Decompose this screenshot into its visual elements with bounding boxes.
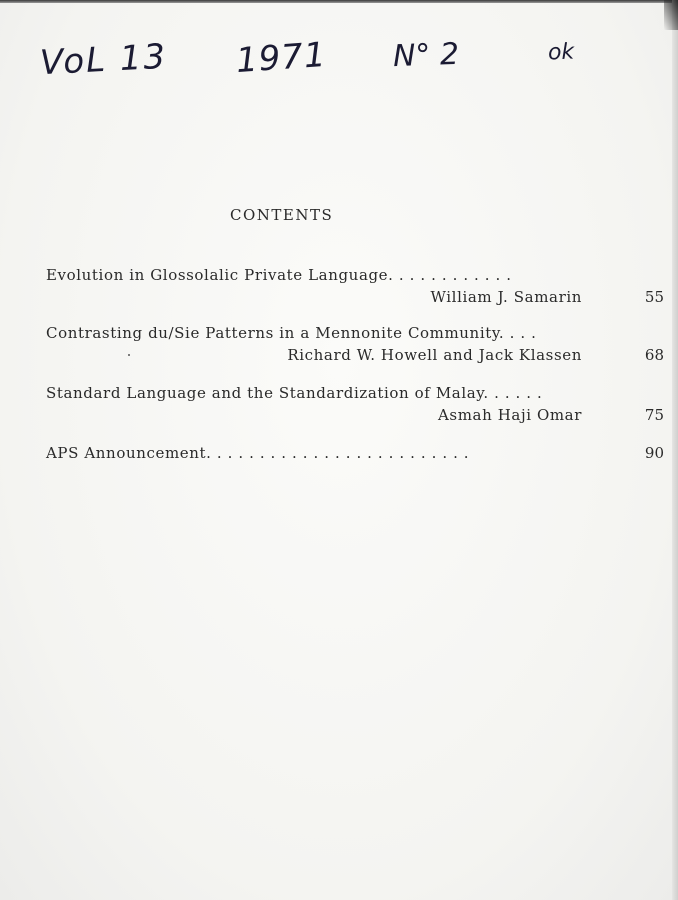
toc-entry-2-title: Contrasting du/Sie Patterns in a Mennonite Community. . . . xyxy=(46,324,537,342)
toc-entry-3-page: 75 xyxy=(644,406,664,424)
page-right-edge xyxy=(672,0,678,900)
scan-speck xyxy=(128,354,130,356)
toc-entry-1-author: William J. Samarin xyxy=(430,288,582,306)
handwritten-number: N° 2 xyxy=(392,36,460,75)
handwritten-volume: VoL 13 xyxy=(39,36,169,84)
toc-entry-1-title: Evolution in Glossolalic Private Language. . . . . . . . . . . . xyxy=(46,266,512,284)
handwritten-year: 1971 xyxy=(234,34,328,82)
toc-entry-3-title: Standard Language and the Standardization of Malay. . . . . . xyxy=(46,384,543,402)
page-corner-shadow xyxy=(664,0,678,30)
toc-entry-3-author: Asmah Haji Omar xyxy=(438,406,582,424)
toc-entry-1-page: 55 xyxy=(644,288,664,306)
toc-entry-2-page: 68 xyxy=(644,346,664,364)
handwritten-mark: ok xyxy=(547,39,575,66)
contents-heading: CONTENTS xyxy=(230,206,334,224)
toc-entry-4-page: 90 xyxy=(644,444,664,462)
toc-entry-4-title: APS Announcement. . . . . . . . . . . . . . . . . . . . . . . . . xyxy=(46,444,470,462)
toc-entry-2-author: Richard W. Howell and Jack Klassen xyxy=(287,346,582,364)
page-top-edge xyxy=(0,0,678,3)
